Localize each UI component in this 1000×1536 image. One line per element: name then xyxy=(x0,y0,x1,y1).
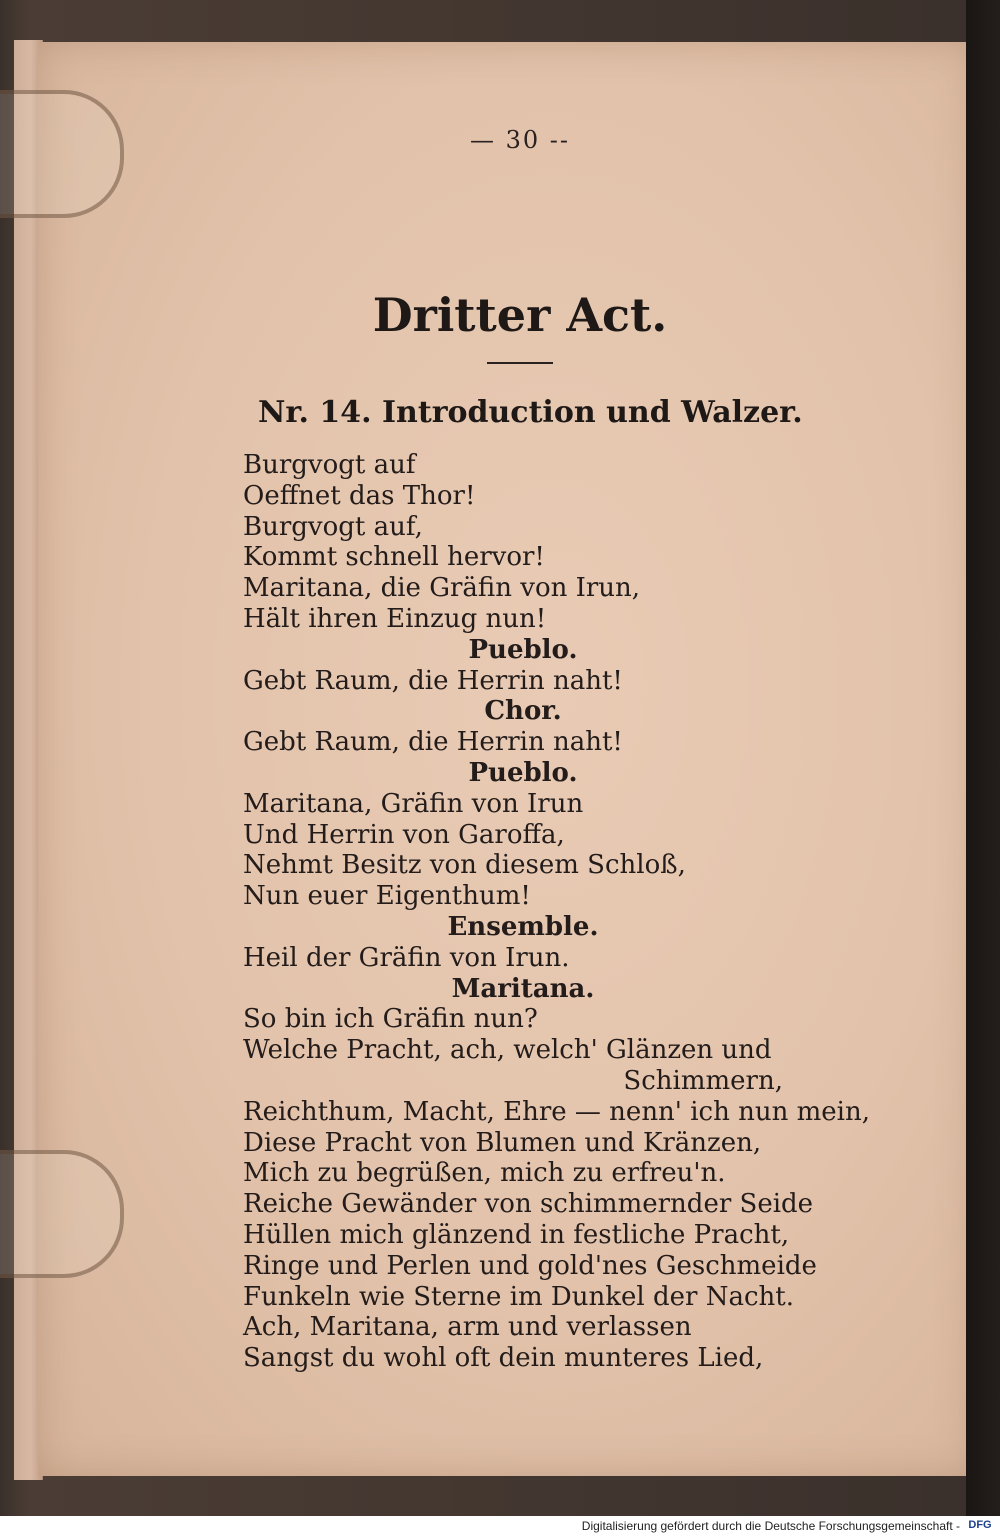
verse-text xyxy=(243,450,870,1374)
page-clip-top xyxy=(0,90,124,218)
verse-line: Nehmt Besitz von diesem Schloß, xyxy=(243,850,686,881)
verse-line: Ringe und Perlen und gold'nes Geschmeide xyxy=(243,1250,817,1281)
verse-line: Sangst du wohl oft dein munteres Lied, xyxy=(243,1343,764,1374)
dfg-logo: DFG xyxy=(968,1519,992,1531)
verse-line: Funkeln wie Sterne im Dunkel der Nacht. xyxy=(243,1281,794,1312)
speaker-name: Ensemble. xyxy=(447,911,599,942)
verse-line: Gebt Raum, die Herrin naht! xyxy=(243,727,623,758)
verse-line: Reiche Gewänder von schimmernder Seide xyxy=(243,1189,814,1220)
book-spine-shadow xyxy=(966,0,1000,1516)
verse-line: Oeffnet das Thor! xyxy=(243,480,476,511)
verse-line: Maritana, die Gräfin von Irun, xyxy=(243,573,641,604)
title-divider xyxy=(487,362,553,364)
verse-line: So bin ich Gräfin nun? xyxy=(243,1004,538,1035)
verse-line: Diese Pracht von Blumen und Kränzen, xyxy=(243,1127,762,1158)
footer-credit: Digitalisierung gefördert durch die Deutsche Forschungsgemeinschaft - xyxy=(581,1519,960,1533)
verse-line: Hält ihren Einzug nun! xyxy=(243,603,547,634)
verse-line: Maritana, Gräfin von Irun xyxy=(243,788,584,819)
verse-line: Heil der Gräfin von Irun. xyxy=(243,942,570,973)
verse-line: Gebt Raum, die Herrin naht! xyxy=(243,665,623,696)
speaker-name: Maritana. xyxy=(451,973,595,1004)
verse-line: Und Herrin von Garoffa, xyxy=(243,819,565,850)
verse-line: Reichthum, Macht, Ehre — nenn' ich nun mein, xyxy=(243,1096,870,1127)
section-title: Nr. 14. Introduction und Walzer. xyxy=(258,395,803,430)
speaker-name: Pueblo. xyxy=(468,757,578,788)
verse-line: Burgvogt auf, xyxy=(243,511,423,542)
verse-line: Nun euer Eigenthum! xyxy=(243,881,531,912)
verse-line: Schimmern, xyxy=(623,1065,783,1096)
verse-line: Ach, Maritana, arm und verlassen xyxy=(243,1312,692,1343)
page-clip-bottom xyxy=(0,1150,124,1278)
speaker-name: Chor. xyxy=(484,696,562,727)
verse-line: Welche Pracht, ach, welch' Glänzen und xyxy=(243,1035,772,1066)
act-title: Dritter Act. xyxy=(372,288,668,342)
verse-line: Mich zu begrüßen, mich zu erfreu'n. xyxy=(243,1158,726,1189)
speaker-name: Pueblo. xyxy=(468,634,578,665)
verse-line: Kommt schnell hervor! xyxy=(243,542,545,573)
page-number: — 30 -- xyxy=(469,126,570,154)
verse-line: Burgvogt auf xyxy=(243,450,416,480)
verse-line: Hüllen mich glänzend in festliche Pracht, xyxy=(243,1219,790,1250)
